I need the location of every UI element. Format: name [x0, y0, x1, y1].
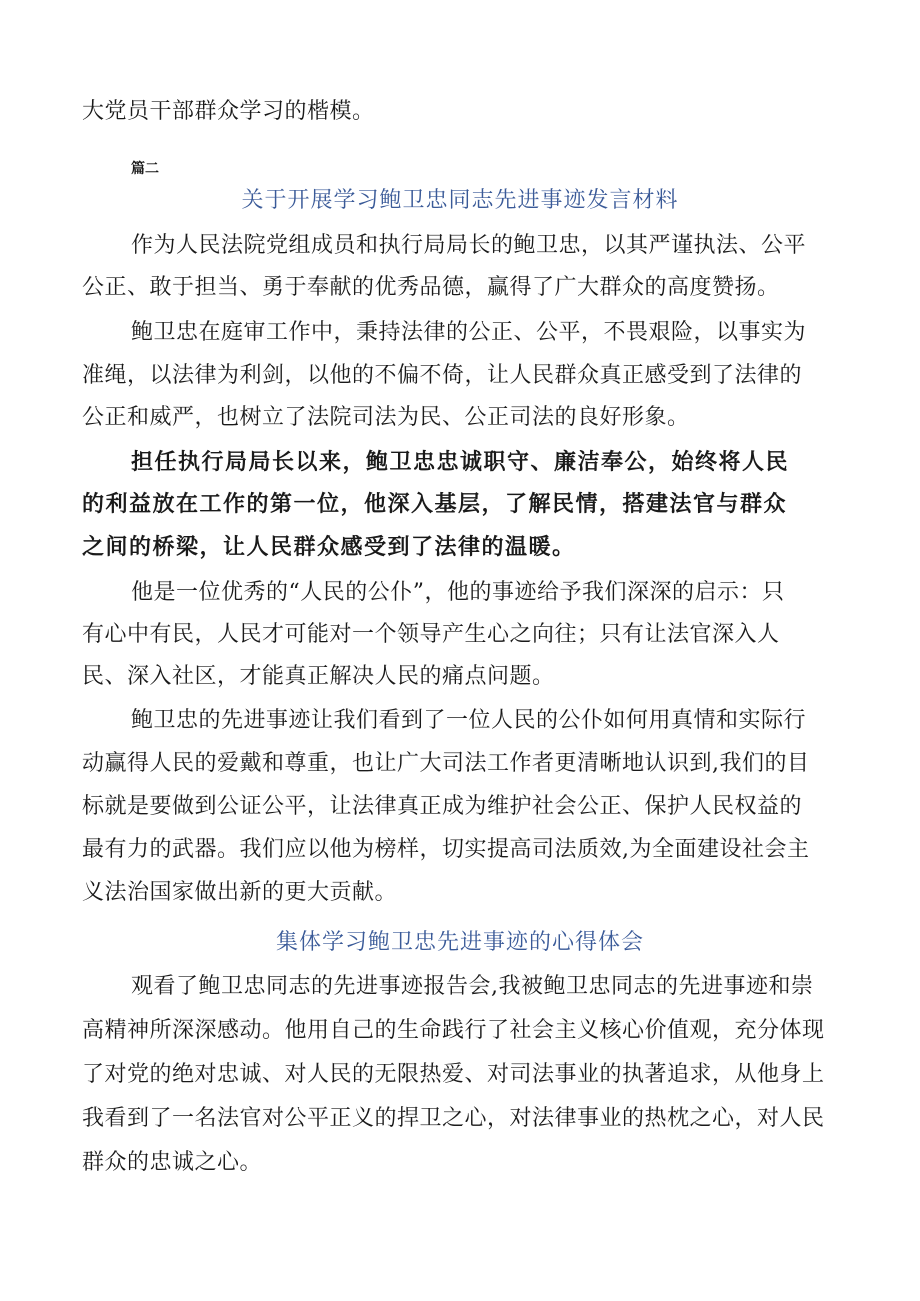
article1-line: 他是一位优秀的“人民的公仆”，他的事迹给予我们深深的启示：只	[131, 580, 785, 605]
article1-line: 公正和威严，也树立了法院司法为民、公正司法的良好形象。	[82, 405, 690, 430]
article1-line: 作为人民法院党组成员和执行局局长的鲍卫忠，以其严谨执法、公平	[131, 233, 807, 258]
article2-line: 我看到了一名法官对公平正义的捍卫之心，对法律事业的热枕之心，对人民	[82, 1106, 825, 1131]
article1-line: 的利益放在工作的第一位，他深入基层，了解民情，搭建法官与群众	[82, 492, 788, 517]
article1-line: 准绳，以法律为利剑，以他的不偏不倚，让人民群众真正感受到了法律的	[82, 363, 803, 388]
article2-line: 群众的忠诚之心。	[82, 1150, 263, 1175]
article2-line: 高精神所深深感动。他用自己的生命践行了社会主义核心价值观，充分体现	[82, 1018, 825, 1043]
section-label: 篇二	[131, 161, 159, 177]
article1-line: 动赢得人民的爱戴和尊重，也让广大司法工作者更清晰地认识到,我们的目	[82, 751, 810, 776]
article1-line: 义法治国家做出新的更大贡献。	[82, 880, 398, 905]
article1-title: 关于开展学习鲍卫忠同志先进事迹发言材料	[241, 188, 679, 213]
article1-line: 鲍卫忠在庭审工作中，秉持法律的公正、公平，不畏艰险，以事实为	[131, 320, 807, 345]
intro-tail-line: 大党员干部群众学习的楷模。	[82, 99, 375, 124]
article2-title: 集体学习鲍卫忠先进事迹的心得体会	[275, 930, 644, 955]
article1-line: 鲍卫忠的先进事迹让我们看到了一位人民的公仆如何用真情和实际行	[131, 708, 807, 733]
article2-line: 了对党的绝对忠诚、对人民的无限热爱、对司法事业的执著追求，从他身上	[82, 1062, 825, 1087]
article1-line: 有心中有民，人民才可能对一个领导产生心之向往；只有让法官深入人	[82, 622, 780, 647]
article1-line: 担任执行局局长以来，鲍卫忠忠诚职守、廉洁奉公，始终将人民	[131, 450, 790, 475]
article1-line: 标就是要做到公证公平，让法律真正成为维护社会公正、保护人民权益的	[82, 794, 803, 819]
article1-line: 最有力的武器。我们应以他为榜样，切实提高司法质效,为全面建设社会主	[82, 837, 810, 862]
article2-line: 观看了鲍卫忠同志的先进事迹报告会,我被鲍卫忠同志的先进事迹和崇	[131, 974, 814, 999]
article1-line: 公正、敢于担当、勇于奉献的优秀品德，赢得了广大群众的高度赞扬。	[82, 275, 780, 300]
article1-line: 民、深入社区，才能真正解决人民的痛点问题。	[82, 664, 555, 689]
article1-line: 之间的桥梁，让人民群众感受到了法律的温暖。	[82, 535, 576, 560]
